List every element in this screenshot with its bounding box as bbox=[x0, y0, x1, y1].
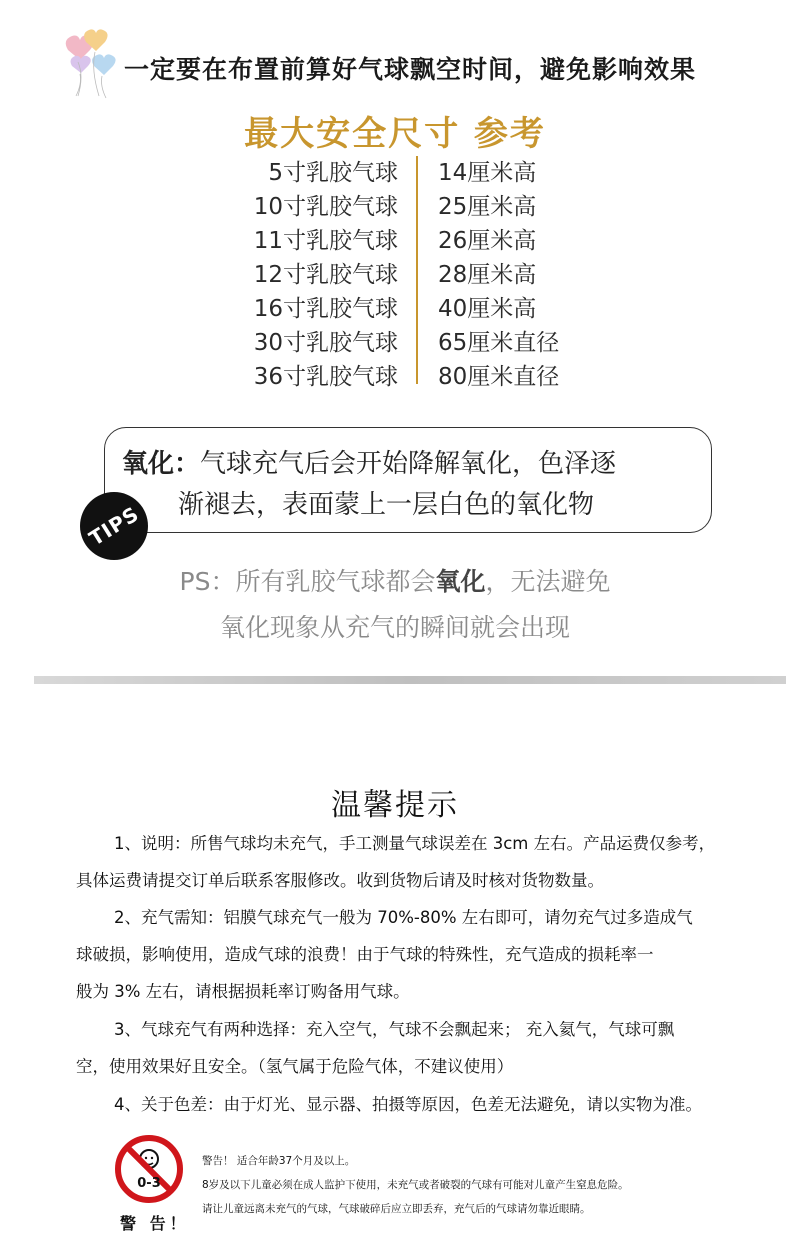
tip-line: 空，使用效果好且安全。（氢气属于危险气体，不建议使用） bbox=[76, 1057, 514, 1076]
tip-paragraph-3 bbox=[76, 1011, 756, 1085]
age-range-label: 0-3 bbox=[137, 1176, 161, 1191]
ps-note-line-2: 氧化现象从充气的瞬间就会出现 bbox=[219, 613, 570, 642]
tips-badge-label: TIPS bbox=[84, 501, 144, 551]
balloon-size: 11寸乳胶气球 bbox=[253, 228, 398, 254]
balloon-size: 16寸乳胶气球 bbox=[253, 296, 398, 322]
ps-note-line-1 bbox=[0, 562, 790, 598]
ps-prefix: PS：所有乳胶气球都会 bbox=[179, 567, 436, 596]
size-reference-title: 最大安全尺寸 参考 bbox=[244, 114, 546, 154]
size-row bbox=[0, 256, 790, 290]
max-size: 26厘米高 bbox=[438, 228, 537, 254]
size-row bbox=[0, 358, 790, 392]
warning-line-3: 请让儿童远离未充气的气球，气球破碎后应立即丢弃，充气后的气球请勿靠近眼睛。 bbox=[202, 1203, 591, 1215]
balloon-size: 12寸乳胶气球 bbox=[253, 262, 398, 288]
size-row bbox=[0, 188, 790, 222]
size-row bbox=[0, 290, 790, 324]
warning-line-2: 8岁及以下儿童必须在成人监护下使用，未充气或者破裂的气球有可能对儿童产生窒息危险。 bbox=[202, 1179, 629, 1191]
heart-balloons-icon bbox=[60, 22, 122, 100]
ps-suffix: ，无法避免 bbox=[485, 567, 611, 596]
no-children-warning-icon bbox=[114, 1134, 184, 1204]
max-size: 28厘米高 bbox=[438, 262, 537, 288]
ps-bold: 氧化 bbox=[435, 567, 486, 596]
tips-badge bbox=[80, 492, 148, 560]
tip-line: 3、气球充气有两种选择：充入空气，气球不会飘起来； 充入氦气，气球可飘 bbox=[114, 1020, 675, 1039]
size-row bbox=[0, 154, 790, 188]
tip-paragraph-2 bbox=[76, 899, 756, 1010]
tips-line-2: 渐褪去，表面蒙上一层白色的氧化物 bbox=[178, 490, 595, 520]
tip-line: 1、说明：所售气球均未充气，手工测量气球误差在 3cm 左右。产品运费仅参考， bbox=[114, 834, 716, 853]
tips-line-1 bbox=[122, 443, 616, 480]
tip-paragraph-4 bbox=[76, 1086, 756, 1123]
tip-line: 球破损，影响使用，造成气球的浪费！由于气球的特殊性，充气造成的损耗率一 bbox=[76, 945, 654, 964]
max-size: 40厘米高 bbox=[438, 296, 537, 322]
warning-line-1: 警告！ 适合年龄37个月及以上。 bbox=[202, 1155, 356, 1167]
balloon-size: 30寸乳胶气球 bbox=[253, 330, 398, 356]
max-size: 14厘米高 bbox=[438, 160, 537, 186]
tips-term: 氧化： bbox=[122, 449, 201, 479]
balloon-size: 36寸乳胶气球 bbox=[253, 364, 398, 390]
tip-paragraph-1 bbox=[76, 825, 756, 899]
headline: 一定要在布置前算好气球飘空时间，避免影响效果 bbox=[124, 55, 697, 84]
size-row bbox=[0, 324, 790, 358]
max-size: 25厘米高 bbox=[438, 194, 537, 220]
warning-label: 警 告！ bbox=[120, 1214, 190, 1233]
size-row bbox=[0, 222, 790, 256]
tip-line: 具体运费请提交订单后联系客服修改。收到货物后请及时核对货物数量。 bbox=[76, 871, 604, 890]
warm-tips-title: 温馨提示 bbox=[331, 788, 459, 823]
tip-line: 2、充气需知：铝膜气球充气一般为 70%-80% 左右即可，请勿充气过多造成气 bbox=[114, 908, 693, 927]
tip-line: 4、关于色差：由于灯光、显示器、拍摄等原因，色差无法避免，请以实物为准。 bbox=[114, 1095, 702, 1114]
max-size: 65厘米直径 bbox=[438, 330, 560, 356]
balloon-size: 10寸乳胶气球 bbox=[253, 194, 398, 220]
balloon-size: 5寸乳胶气球 bbox=[268, 160, 398, 186]
tips-text-1: 气球充气后会开始降解氧化，色泽逐 bbox=[200, 449, 617, 479]
tip-line: 般为 3% 左右，请根据损耗率订购备用气球。 bbox=[76, 982, 410, 1001]
section-divider bbox=[34, 676, 786, 684]
max-size: 80厘米直径 bbox=[438, 364, 560, 390]
